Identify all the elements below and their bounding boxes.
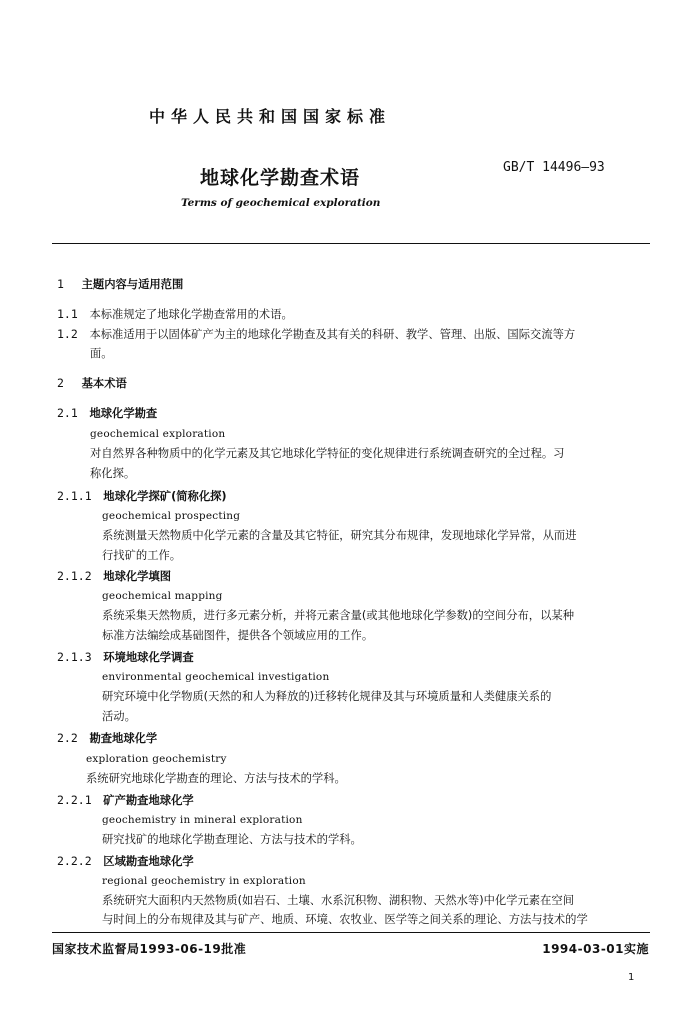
clause-text: 本标准适用于以固体矿产为主的地球化学勘查及其有关的科研、教学、管理、出版、国际交流等方 [89,328,576,341]
clause-number: 1.1 [57,307,78,321]
term-english: geochemical exploration [90,428,226,440]
term-definition-continuation: 行找矿的工作。 [102,549,182,562]
term-2-1-3 [57,650,194,665]
term-name: 勘查地球化学 [89,732,158,745]
clause-text: 本标准规定了地球化学勘查常用的术语。 [89,308,293,321]
term-2-2-1 [57,793,194,808]
clause-text-continuation: 面。 [90,347,113,360]
standard-code: GB/T 14496—93 [503,160,605,175]
term-number: 2.1.2 [57,569,92,583]
section-heading: 主题内容与适用范围 [81,278,184,291]
term-definition-continuation: 与时间上的分布规律及其与矿产、地质、环境、农牧业、医学等之间关系的理论、方法与技术的学 [102,913,588,926]
section-number: 2 [57,376,64,390]
term-definition: 系统采集天然物质，进行多元素分析，并将元素含量(或其他地球化学参数)的空间分布，以某种 [102,609,574,622]
term-number: 2.1.1 [57,489,92,503]
term-2-2 [57,731,157,746]
term-definition: 系统研究地球化学勘查的理论、方法与技术的学科。 [86,772,346,785]
standard-title-cn: 地球化学勘查术语 [200,167,361,189]
page-number: 1 [628,972,635,983]
term-definition-continuation: 活动。 [102,710,136,723]
term-definition-continuation: 称化探。 [90,467,136,480]
approval-date: 国家技术监督局1993-06-19批准 [52,942,247,956]
term-definition-continuation: 标准方法编绘成基础图件，提供各个领域应用的工作。 [102,629,374,642]
section-heading: 基本术语 [81,377,127,390]
term-name: 矿产勘查地球化学 [103,794,194,807]
clause-1-1 [57,307,293,322]
term-english: exploration geochemistry [86,753,227,765]
term-2-1-1 [57,489,227,504]
term-english: regional geochemistry in exploration [102,875,306,887]
term-number: 2.2.2 [57,854,92,868]
term-2-1 [57,406,157,421]
term-name: 地球化学探矿(简称化探) [103,490,227,503]
term-english: geochemistry in mineral exploration [102,814,303,826]
term-english: geochemical prospecting [102,510,241,522]
implementation-date: 1994-03-01实施 [542,942,649,956]
term-name: 区域勘查地球化学 [103,855,194,868]
section-2 [57,376,127,391]
term-definition: 系统研究大面积内天然物质(如岩石、土壤、水系沉积物、湖积物、天然水等)中化学元素在空间 [102,894,574,907]
section-number: 1 [57,277,64,291]
term-name: 地球化学勘查 [89,407,158,420]
term-2-1-2 [57,569,171,584]
term-definition: 研究环境中化学物质(天然的和人为释放的)迁移转化规律及其与环境质量和人类健康关系的 [102,690,552,703]
national-standard-header: 中华人民共和国国家标准 [148,107,391,126]
footer-divider [52,932,650,933]
term-definition: 系统测量天然物质中化学元素的含量及其它特征，研究其分布规律，发现地球化学异常，从而进 [102,529,577,542]
term-definition: 对自然界各种物质中的化学元素及其它地球化学特征的变化规律进行系统调查研究的全过程。习 [90,447,565,460]
clause-1-2 [57,327,575,342]
term-name: 环境地球化学调查 [103,651,194,664]
clause-number: 1.2 [57,327,78,341]
standard-title-en: Terms of geochemical exploration [181,197,381,209]
section-1 [57,277,183,292]
term-2-2-2 [57,854,194,869]
term-number: 2.2.1 [57,793,92,807]
term-english: geochemical mapping [102,590,223,602]
term-english: environmental geochemical investigation [102,671,330,683]
term-number: 2.2 [57,731,78,745]
term-number: 2.1.3 [57,650,92,664]
term-definition: 研究找矿的地球化学勘查理论、方法与技术的学科。 [102,833,362,846]
term-number: 2.1 [57,406,78,420]
header-divider [52,243,650,244]
term-name: 地球化学填图 [103,570,172,583]
